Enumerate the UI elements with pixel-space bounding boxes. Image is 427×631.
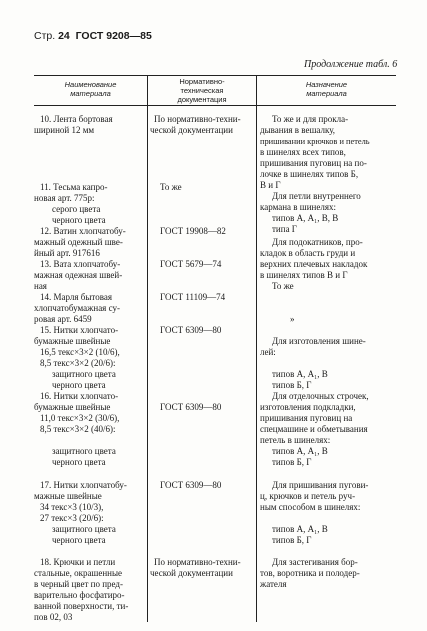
cell-purpose: дывания в вешалку, [260, 125, 336, 135]
cell-name: стальные, окрашенные [34, 568, 123, 578]
cell-purpose: типов А, А₁, В [272, 524, 328, 534]
cell-purpose: Для застегивания бор- [272, 557, 358, 567]
cell-purpose: типов Б, Г [272, 457, 312, 467]
cell-purpose: в шинелях типов В и Г [260, 270, 348, 280]
cell-name: шириной 12 мм [34, 125, 95, 135]
cell-name: 14. Марля бытовая [40, 292, 112, 302]
cell-document: ГОСТ 6309—80 [160, 480, 222, 490]
cell-name: 8,5 текс×3×2 (20/6): [40, 358, 116, 368]
cell-name: 12. Ватин хлопчатобу- [40, 226, 126, 236]
page-prefix: Стр. [34, 30, 56, 42]
cell-document: ГОСТ 6309—80 [160, 402, 222, 412]
cell-purpose: Для петли внутреннего [272, 191, 361, 201]
cell-purpose: пришивании крючков и петель [260, 137, 370, 146]
cell-name: 16. Нитки хлопчато- [40, 391, 119, 401]
cell-document: По нормативно-техни- [154, 114, 241, 124]
column-header-name: Наименование материала [64, 80, 117, 98]
cell-name: ровая арт. 6459 [34, 314, 92, 324]
cell-purpose: типов А, А₁, В, В [272, 213, 339, 223]
cell-purpose: В и Г [260, 180, 281, 190]
cell-purpose: верхних плечевых накладок [260, 259, 368, 269]
cell-name: защитного цвета [52, 446, 116, 456]
cell-name: защитного цвета [52, 524, 116, 534]
cell-name: черного цвета [52, 215, 106, 225]
cell-purpose: изготовления подкладки, [260, 402, 356, 412]
standard-code: ГОСТ 9208—85 [75, 30, 152, 42]
cell-purpose: ным способом в шинелях: [260, 502, 361, 512]
cell-name: мажные швейные [34, 491, 102, 501]
cell-document: ческой документации [150, 125, 233, 135]
cell-purpose: жателя [260, 579, 287, 589]
cell-purpose: типов Б, Г [272, 380, 312, 390]
cell-purpose: пришивания пуговиц на [260, 413, 353, 423]
cell-name: черного цвета [52, 457, 106, 467]
cell-purpose: кармана в шинелях: [260, 202, 336, 212]
cell-name: пов 02, 03 [34, 612, 73, 622]
cell-purpose: тов, воротника и полодер- [260, 568, 360, 578]
cell-name: мажный одежный шве- [34, 237, 123, 247]
cell-name: 34 текс×3 (10/3), [40, 502, 104, 512]
cell-name: 11. Тесьма капро- [40, 182, 108, 192]
column-divider-2 [256, 75, 257, 622]
continuation-label: Продолжение табл. 6 [304, 59, 398, 70]
cell-purpose: То же [272, 281, 294, 291]
cell-name: защитного цвета [52, 369, 116, 379]
cell-purpose: кладок в область груди и [260, 248, 356, 258]
page-number: 24 [58, 30, 70, 42]
cell-document: То же [160, 182, 182, 192]
cell-name: ная [34, 281, 47, 291]
cell-purpose: типов А, А₁, В [272, 369, 328, 379]
cell-purpose: лочке в шинелях типов Б, [260, 169, 359, 179]
cell-name: ванной поверхности, ти- [34, 601, 129, 611]
page-header [34, 30, 152, 42]
cell-name: черного цвета [52, 380, 106, 390]
cell-name: 17. Нитки хлопчатобу- [40, 480, 127, 490]
column-header-purpose: Назначение материала [305, 80, 348, 98]
cell-purpose: в шинелях всех типов, [260, 147, 346, 157]
cell-purpose: типов А, А₁, В [272, 446, 328, 456]
cell-purpose: пришивания пуговиц на по- [260, 158, 367, 168]
cell-purpose: То же и для прокла- [272, 114, 349, 124]
cell-name: 15. Нитки хлопчато- [40, 325, 119, 335]
cell-name: варительно фосфатиро- [34, 590, 125, 600]
cell-name: черного цвета [52, 535, 106, 545]
cell-purpose: Для пришивания пугови- [272, 480, 369, 490]
cell-name: 27 текс×3 (20/6): [40, 513, 104, 523]
cell-purpose: типов Б, Г [272, 535, 312, 545]
column-header-document: Нормативно- техническая документация [177, 77, 227, 104]
cell-purpose: лей: [260, 347, 276, 357]
cell-document: ГОСТ 5679—74 [160, 259, 222, 269]
cell-name: новая арт. 775р: [34, 193, 95, 203]
cell-name: 16,5 текс×3×2 (10/6), [40, 347, 120, 357]
cell-document: ГОСТ 6309—80 [160, 325, 222, 335]
cell-purpose: спецмашине и обметывания [260, 424, 368, 434]
cell-purpose: » [290, 314, 295, 324]
cell-name: серого цвета [52, 204, 101, 214]
cell-document: По нормативно-техни- [154, 557, 241, 567]
cell-name: 10. Лента бортовая [40, 114, 113, 124]
table-header-rule [34, 105, 396, 106]
cell-name: бумажные швейные [34, 336, 111, 346]
cell-purpose: Для подокатников, про- [272, 237, 363, 247]
cell-name: бумажные швейные [34, 402, 111, 412]
table-top-rule [34, 75, 396, 76]
cell-purpose: типа Г [272, 224, 298, 234]
cell-document: ГОСТ 11109—74 [160, 292, 226, 302]
cell-name: 18. Крючки и петли [40, 557, 116, 567]
cell-purpose: Для изготовления шине- [272, 336, 366, 346]
cell-name: 8,5 текс×3×2 (40/6): [40, 424, 116, 434]
cell-document: ческой документации [150, 568, 233, 578]
cell-purpose: Для отделочных строчек, [272, 391, 369, 401]
cell-name: хлопчатобумажная су- [34, 303, 120, 313]
cell-name: йный арт. 917616 [34, 248, 100, 258]
column-divider-1 [147, 75, 148, 622]
cell-name: 11,0 текс×3×2 (30/6), [40, 413, 120, 423]
cell-name: мажная одежная швей- [34, 270, 123, 280]
cell-name: в черный цвет по пред- [34, 579, 123, 589]
cell-document: ГОСТ 19908—82 [160, 226, 226, 236]
cell-name: 13. Вата хлопчатобу- [40, 259, 121, 269]
cell-purpose: петель в шинелях: [260, 435, 331, 445]
cell-purpose: ц, крючков и петель руч- [260, 491, 356, 501]
